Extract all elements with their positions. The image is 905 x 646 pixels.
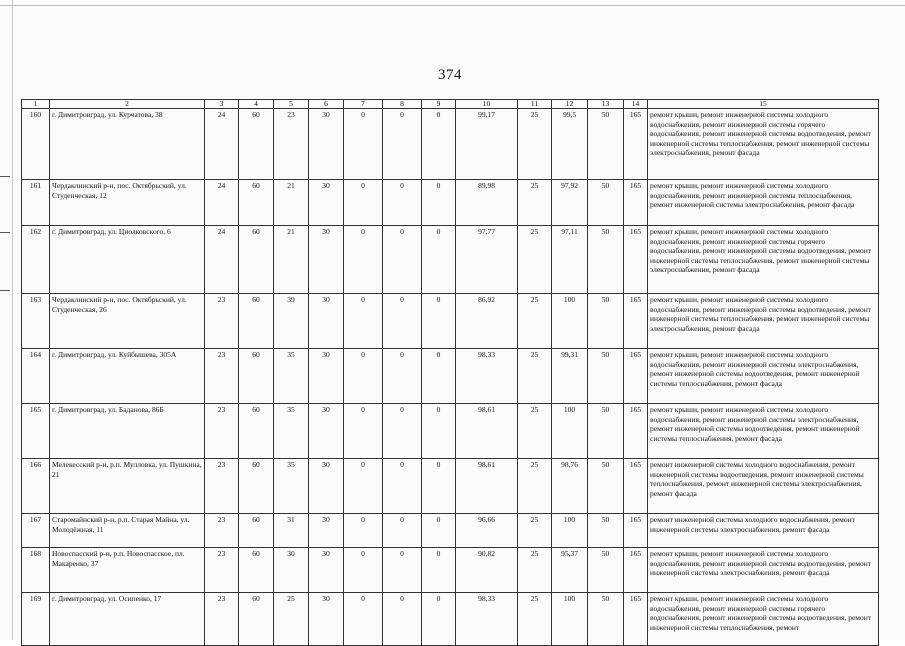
margin-tick: [0, 290, 10, 291]
scan-top-edge: [0, 5, 905, 6]
column-header: 14: [624, 100, 648, 109]
value-cell: 50: [588, 226, 624, 294]
value-cell: 99,17: [456, 109, 518, 180]
works-cell: ремонт крыши, ремонт инженерной системы холодного водоснабжения, ремонт инженерной системы горячего водоснабжения, ремонт инженерной системы водоотведения, ремонт инженерной системы теплоснабжения, ремонт инженерной системы электроснабжения, ремонт фасада: [648, 226, 879, 294]
works-cell: ремонт крыши, ремонт инженерной системы холодного водоснабжения, ремонт инженерной системы теплоснабжения, ремонт инженерной системы электроснабжения, ремонт фасада: [648, 180, 879, 226]
works-cell: ремонт крыши, ремонт инженерной системы холодного водоснабжения, ремонт инженерной системы горячего водоснабжения, ремонт инженерной системы водоотведения, ремонт инженерной системы теплоснабжения, ремонт: [648, 593, 879, 646]
value-cell: 23: [205, 349, 239, 404]
address-cell: Чердаклинский р-н, пос. Октябрьский, ул. Студенческая, 12: [50, 180, 205, 226]
value-cell: 25: [518, 404, 552, 459]
value-cell: 30: [309, 349, 344, 404]
value-cell: 30: [309, 593, 344, 646]
value-cell: 165: [624, 109, 648, 180]
value-cell: 50: [588, 404, 624, 459]
column-header: 6: [309, 100, 344, 109]
value-cell: 60: [239, 404, 274, 459]
value-cell: 0: [344, 548, 383, 593]
row-number-cell: 166: [22, 459, 50, 514]
value-cell: 98,33: [456, 593, 518, 646]
value-cell: 0: [383, 226, 422, 294]
value-cell: 0: [422, 404, 456, 459]
value-cell: 0: [383, 548, 422, 593]
value-cell: 35: [274, 404, 309, 459]
value-cell: 60: [239, 593, 274, 646]
address-cell: г. Димитровград, ул. Циолковского, 6: [50, 226, 205, 294]
table-row: [22, 349, 879, 404]
table-row: [22, 459, 879, 514]
value-cell: 0: [422, 459, 456, 514]
value-cell: 23: [205, 404, 239, 459]
column-header: 7: [344, 100, 383, 109]
value-cell: 24: [205, 180, 239, 226]
margin-tick: [0, 176, 10, 177]
address-cell: Чердаклинский р-н, пос. Октябрьский, ул. Студенческая, 26: [50, 294, 205, 349]
value-cell: 165: [624, 349, 648, 404]
value-cell: 30: [309, 180, 344, 226]
value-cell: 50: [588, 548, 624, 593]
column-header: 12: [552, 100, 588, 109]
value-cell: 0: [422, 548, 456, 593]
value-cell: 96,66: [456, 514, 518, 548]
value-cell: 0: [422, 180, 456, 226]
row-number-cell: 161: [22, 180, 50, 226]
value-cell: 60: [239, 459, 274, 514]
row-number-cell: 164: [22, 349, 50, 404]
value-cell: 165: [624, 404, 648, 459]
value-cell: 98,61: [456, 459, 518, 514]
page-number: 374: [438, 67, 462, 83]
value-cell: 0: [383, 349, 422, 404]
value-cell: 99,31: [552, 349, 588, 404]
value-cell: 24: [205, 226, 239, 294]
value-cell: 24: [205, 109, 239, 180]
value-cell: 39: [274, 294, 309, 349]
value-cell: 23: [205, 548, 239, 593]
address-cell: г. Димитровград, ул. Баданова, 86Б: [50, 404, 205, 459]
value-cell: 98,61: [456, 404, 518, 459]
value-cell: 30: [309, 459, 344, 514]
value-cell: 0: [344, 514, 383, 548]
table-row: [22, 404, 879, 459]
value-cell: 35: [274, 349, 309, 404]
value-cell: 165: [624, 226, 648, 294]
value-cell: 0: [344, 593, 383, 646]
row-number-cell: 168: [22, 548, 50, 593]
value-cell: 165: [624, 548, 648, 593]
column-header: 5: [274, 100, 309, 109]
value-cell: 50: [588, 109, 624, 180]
value-cell: 25: [518, 459, 552, 514]
value-cell: 165: [624, 294, 648, 349]
table-row: [22, 548, 879, 593]
table-row: [22, 226, 879, 294]
value-cell: 0: [383, 404, 422, 459]
value-cell: 21: [274, 226, 309, 294]
value-cell: 50: [588, 180, 624, 226]
table-header-row: [22, 100, 879, 109]
value-cell: 60: [239, 349, 274, 404]
value-cell: 30: [309, 404, 344, 459]
value-cell: 0: [422, 349, 456, 404]
address-cell: г. Димитровград, ул. Осипенко, 17: [50, 593, 205, 646]
column-header: 2: [50, 100, 205, 109]
value-cell: 30: [309, 548, 344, 593]
value-cell: 100: [552, 404, 588, 459]
works-cell: ремонт крыши, ремонт инженерной системы холодного водоснабжения, ремонт инженерной системы водоотведения, ремонт инженерной системы теплоснабжения, ремонт инженерной системы электроснабжения, ремонт фасада: [648, 294, 879, 349]
value-cell: 0: [344, 294, 383, 349]
value-cell: 0: [383, 514, 422, 548]
value-cell: 0: [383, 294, 422, 349]
value-cell: 30: [309, 109, 344, 180]
margin-tick: [0, 232, 10, 233]
works-cell: ремонт крыши, ремонт инженерной системы холодного водоснабжения, ремонт инженерной системы водоотведения, ремонт инженерной системы электроснабжения, ремонт фасада: [648, 548, 879, 593]
value-cell: 97,77: [456, 226, 518, 294]
value-cell: 60: [239, 226, 274, 294]
value-cell: 97,92: [552, 180, 588, 226]
value-cell: 30: [309, 514, 344, 548]
value-cell: 95,37: [552, 548, 588, 593]
address-cell: Новоспасский р-н, р.п. Новоспасское, пл. Макаренко, 37: [50, 548, 205, 593]
value-cell: 50: [588, 514, 624, 548]
column-header: 15: [648, 100, 879, 109]
value-cell: 0: [422, 226, 456, 294]
value-cell: 50: [588, 459, 624, 514]
value-cell: 25: [274, 593, 309, 646]
value-cell: 23: [205, 459, 239, 514]
value-cell: 0: [383, 459, 422, 514]
table-row: [22, 514, 879, 548]
value-cell: 25: [518, 294, 552, 349]
value-cell: 0: [344, 404, 383, 459]
value-cell: 165: [624, 180, 648, 226]
value-cell: 0: [344, 109, 383, 180]
value-cell: 0: [383, 180, 422, 226]
value-cell: 50: [588, 294, 624, 349]
scan-left-margin: [12, 0, 13, 640]
value-cell: 0: [422, 294, 456, 349]
value-cell: 165: [624, 459, 648, 514]
value-cell: 23: [205, 294, 239, 349]
value-cell: 50: [588, 349, 624, 404]
value-cell: 0: [422, 109, 456, 180]
row-number-cell: 162: [22, 226, 50, 294]
value-cell: 25: [518, 593, 552, 646]
row-number-cell: 169: [22, 593, 50, 646]
table-row: [22, 593, 879, 646]
value-cell: 165: [624, 593, 648, 646]
value-cell: 60: [239, 514, 274, 548]
value-cell: 23: [205, 593, 239, 646]
value-cell: 0: [422, 514, 456, 548]
value-cell: 35: [274, 459, 309, 514]
value-cell: 30: [309, 226, 344, 294]
value-cell: 0: [383, 109, 422, 180]
value-cell: 89,98: [456, 180, 518, 226]
value-cell: 100: [552, 514, 588, 548]
address-cell: Мелекесский р-н, р.п. Мулловка, ул. Пушкина, 21: [50, 459, 205, 514]
address-cell: г. Димитровград, ул. Курчатова, 38: [50, 109, 205, 180]
value-cell: 30: [309, 294, 344, 349]
value-cell: 0: [344, 180, 383, 226]
value-cell: 86,92: [456, 294, 518, 349]
value-cell: 25: [518, 349, 552, 404]
value-cell: 25: [518, 548, 552, 593]
works-cell: ремонт крыши, ремонт инженерной системы холодного водоснабжения, ремонт инженерной системы электроснабжения, ремонт инженерной системы водоотведения, ремонт инженерной системы теплоснабжения, ремонт фасада: [648, 404, 879, 459]
works-cell: ремонт инженерной системы холодного водоснабжения, ремонт инженерной системы электроснабжения, ремонт фасада: [648, 514, 879, 548]
value-cell: 100: [552, 593, 588, 646]
column-header: 1: [22, 100, 50, 109]
works-cell: ремонт крыши, ремонт инженерной системы холодного водоснабжения, ремонт инженерной системы электроснабжения, ремонт инженерной системы водоотведения, ремонт инженерной системы теплоснабжения, ремонт фасада: [648, 349, 879, 404]
value-cell: 23: [274, 109, 309, 180]
column-header: 9: [422, 100, 456, 109]
table-row: [22, 180, 879, 226]
value-cell: 97,11: [552, 226, 588, 294]
column-header: 4: [239, 100, 274, 109]
value-cell: 25: [518, 226, 552, 294]
value-cell: 98,76: [552, 459, 588, 514]
column-header: 13: [588, 100, 624, 109]
value-cell: 0: [344, 349, 383, 404]
value-cell: 90,82: [456, 548, 518, 593]
row-number-cell: 167: [22, 514, 50, 548]
value-cell: 60: [239, 109, 274, 180]
value-cell: 25: [518, 180, 552, 226]
value-cell: 25: [518, 514, 552, 548]
column-header: 3: [205, 100, 239, 109]
column-header: 11: [518, 100, 552, 109]
value-cell: 60: [239, 180, 274, 226]
value-cell: 0: [383, 593, 422, 646]
value-cell: 0: [344, 459, 383, 514]
repair-works-table: [21, 99, 879, 646]
value-cell: 23: [205, 514, 239, 548]
value-cell: 31: [274, 514, 309, 548]
column-header: 8: [383, 100, 422, 109]
row-number-cell: 163: [22, 294, 50, 349]
value-cell: 98,33: [456, 349, 518, 404]
value-cell: 21: [274, 180, 309, 226]
value-cell: 25: [518, 109, 552, 180]
value-cell: 60: [239, 294, 274, 349]
value-cell: 30: [274, 548, 309, 593]
value-cell: 50: [588, 593, 624, 646]
address-cell: г. Димитровград, ул. Куйбышева, 305А: [50, 349, 205, 404]
value-cell: 99,5: [552, 109, 588, 180]
value-cell: 0: [422, 593, 456, 646]
works-cell: ремонт инженерной системы холодного водоснабжения, ремонт инженерной системы водоотведения, ремонт инженерной системы теплоснабжения, ремонт инженерной системы электроснабжения, ремонт фасада: [648, 459, 879, 514]
address-cell: Старомайнский р-н, р.п. Старая Майна, ул. Молодёжная, 11: [50, 514, 205, 548]
table-row: [22, 109, 879, 180]
row-number-cell: 165: [22, 404, 50, 459]
row-number-cell: 160: [22, 109, 50, 180]
column-header: 10: [456, 100, 518, 109]
value-cell: 165: [624, 514, 648, 548]
works-cell: ремонт крыши, ремонт инженерной системы холодного водоснабжения, ремонт инженерной системы горячего водоснабжения, ремонт инженерной системы водоотведения, ремонт инженерной системы теплоснабжения, ремонт инженерной системы электроснабжения, ремонт фасада: [648, 109, 879, 180]
value-cell: 0: [344, 226, 383, 294]
value-cell: 60: [239, 548, 274, 593]
value-cell: 100: [552, 294, 588, 349]
table-row: [22, 294, 879, 349]
